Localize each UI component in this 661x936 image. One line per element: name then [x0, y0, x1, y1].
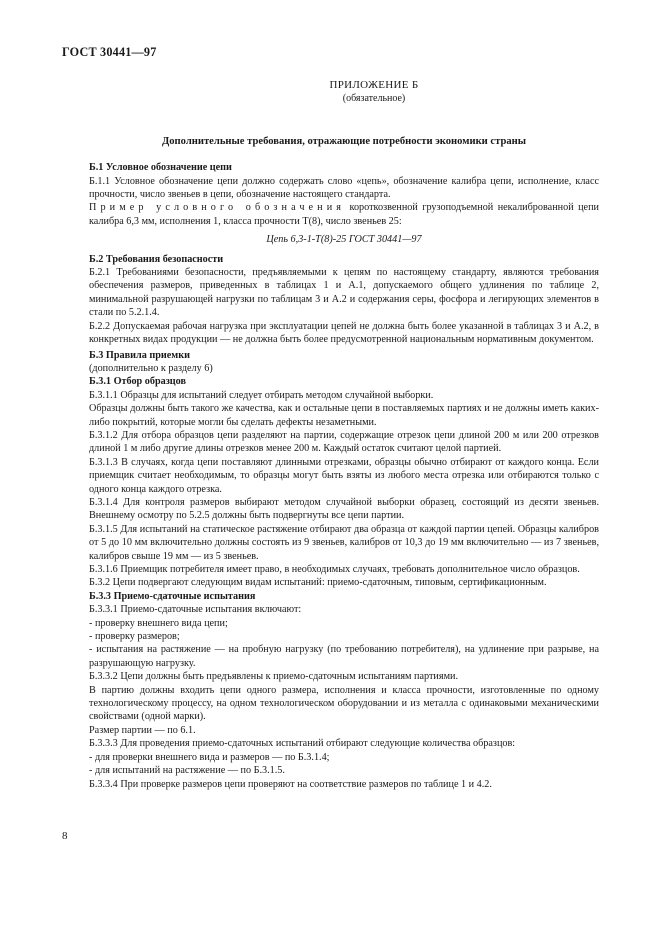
list-item: - проверку внешнего вида цепи; — [89, 617, 228, 629]
paragraph-b331: Б.3.3.1 Приемо-сдаточные испытания включают: — [89, 604, 302, 616]
paragraph-b2-2: Б.2.2 Допускаемая рабочая нагрузка при эксплуатации цепей не должна быть более указанной в таблицах 3 и А.2, в конкретных видах продукции — не должна быть более предусмотренной национальным нормативным документом. — [89, 320, 599, 346]
example-label: Пример условного обозначения — [89, 202, 346, 214]
paragraph-b334: Б.3.3.4 При проверке размеров цепи проверяют на соответствие размеров по таблице 1 и 4.2. — [89, 778, 492, 790]
section-b2-heading: Б.2 Требования безопасности — [89, 253, 224, 265]
section-b33-heading: Б.3.3 Приемо-сдаточные испытания — [89, 590, 256, 602]
example-text: короткозвенной грузоподъемной некалиброванной цепи калибра 6,3 мм, исполнения 1, класса прочности Т(8), число звеньев 25: — [89, 202, 599, 227]
appendix-status: (обязательное) — [342, 93, 406, 105]
section-title: Дополнительные требования, отражающие потребности экономики страны — [161, 135, 527, 147]
paragraph-b1-1: Б.1.1 Условное обозначение цепи должно содержать слово «цепь», обозначение калибра цепи, исполнение, класс прочности, число звеньев в цепи, обозначение настоящего стандарта. — [89, 175, 599, 201]
paragraph-b332-cont: В партию должны входить цепи одного размера, исполнения и класса прочности, изготовленные по одному технологическому процессу, на одном технологическом оборудовании и из металла с одинаковыми механическими свойствами (одной марки). — [89, 684, 599, 723]
page-content — [89, 79, 599, 791]
list-item: - для проверки внешнего вида и размеров — по Б.3.1.4; — [89, 751, 330, 763]
paragraph-b313: Б.3.1.3 В случаях, когда цепи поставляют длинными отрезками, образцы обычно отбирают от каждого конца. Если приемщик считает необходимым, то образцы могут быть взяты из любого места отрезка или отбираются только с одного конца каждого отрезка. — [89, 456, 599, 495]
section-b3-heading: Б.3 Правила приемки — [89, 349, 190, 361]
paragraph-b311-cont: Образцы должны быть такого же качества, как и остальные цепи в поставляемых партиях и не должны иметь каких-либо покрытий, которые могли бы сделать дефекты незаметными. — [89, 403, 599, 428]
paragraph-b312: Б.3.1.2 Для отбора образцов цепи разделяют на партии, содержащие отрезок цепи длиной 200 м или 200 отрезков длиной 1 м либо другие длины отрезков менее 200 м. Каждый остаток считают целой партией. — [89, 429, 599, 455]
paragraph-b332: Б.3.3.2 Цепи должны быть предъявлены к приемо-сдаточным испытаниям партиями. — [89, 671, 459, 683]
paragraph-b316: Б.3.1.6 Приемщик потребителя имеет право, в необходимых случаях, требовать дополнительное число образцов. — [89, 564, 580, 575]
appendix-title: ПРИЛОЖЕНИЕ Б — [329, 79, 419, 91]
paragraph-b333: Б.3.3.3 Для проведения приемо-сдаточных испытаний отбирают следующие количества образцов: — [89, 738, 516, 750]
page-number: 8 — [62, 830, 68, 842]
paragraph-b2-1: Б.2.1 Требованиями безопасности, предъявляемыми к цепям по настоящему стандарту, являются требования обеспечения размеров, приведенных в таблицах 1 и А.1, допускаемого общего удлинения по таблице 2, минимальной разрушающей нагрузки по таблицам 3 и А.2 и содержания серы, фосфора и легирующих элементов в стали по 5.2.1.4. — [89, 267, 599, 319]
section-b1-heading: Б.1 Условное обозначение цепи — [89, 162, 232, 174]
list-item: - для испытаний на растяжение — по Б.3.1.5. — [89, 765, 285, 777]
paragraph-b332-size: Размер партии — по 6.1. — [89, 724, 196, 736]
designation-formula: Цепь 6,3-1-Т(8)-25 ГОСТ 30441—97 — [266, 234, 422, 246]
section-b31-heading: Б.3.1 Отбор образцов — [89, 376, 187, 388]
list-item: - испытания на растяжение — на пробную нагрузку (по требованию потребителя), на удлинение при разрыве, на разрушающую нагрузку. — [89, 644, 599, 669]
list-item: - проверку размеров; — [89, 631, 180, 643]
paragraph-b1-example — [89, 201, 599, 228]
paragraph-b311: Б.3.1.1 Образцы для испытаний следует отбирать методом случайной выборки. — [89, 389, 434, 401]
paragraph-b315: Б.3.1.5 Для испытаний на статическое растяжение отбирают два образца от каждой партии цепей. Образцы калибров от 5 до 10 мм включительно должны состоять из 9 звеньев, калибров от 10,3 до 19 мм включительно — из 7 звеньев, калибров свыше 19 мм — из 5 звеньев. — [89, 523, 599, 562]
section-b3-note: (дополнительно к разделу 6) — [89, 362, 213, 374]
paragraph-b32: Б.3.2 Цепи подвергают следующим видам испытаний: приемо-сдаточным, типовым, сертификационным. — [89, 577, 547, 589]
paragraph-b314: Б.3.1.4 Для контроля размеров выбирают методом случайной выборки образец, состоящий из десяти звеньев. Внешнему осмотру по 5.2.5 должны быть подвергнуты все цепи партии. — [89, 496, 599, 522]
standard-code-header: ГОСТ 30441—97 — [62, 45, 157, 59]
